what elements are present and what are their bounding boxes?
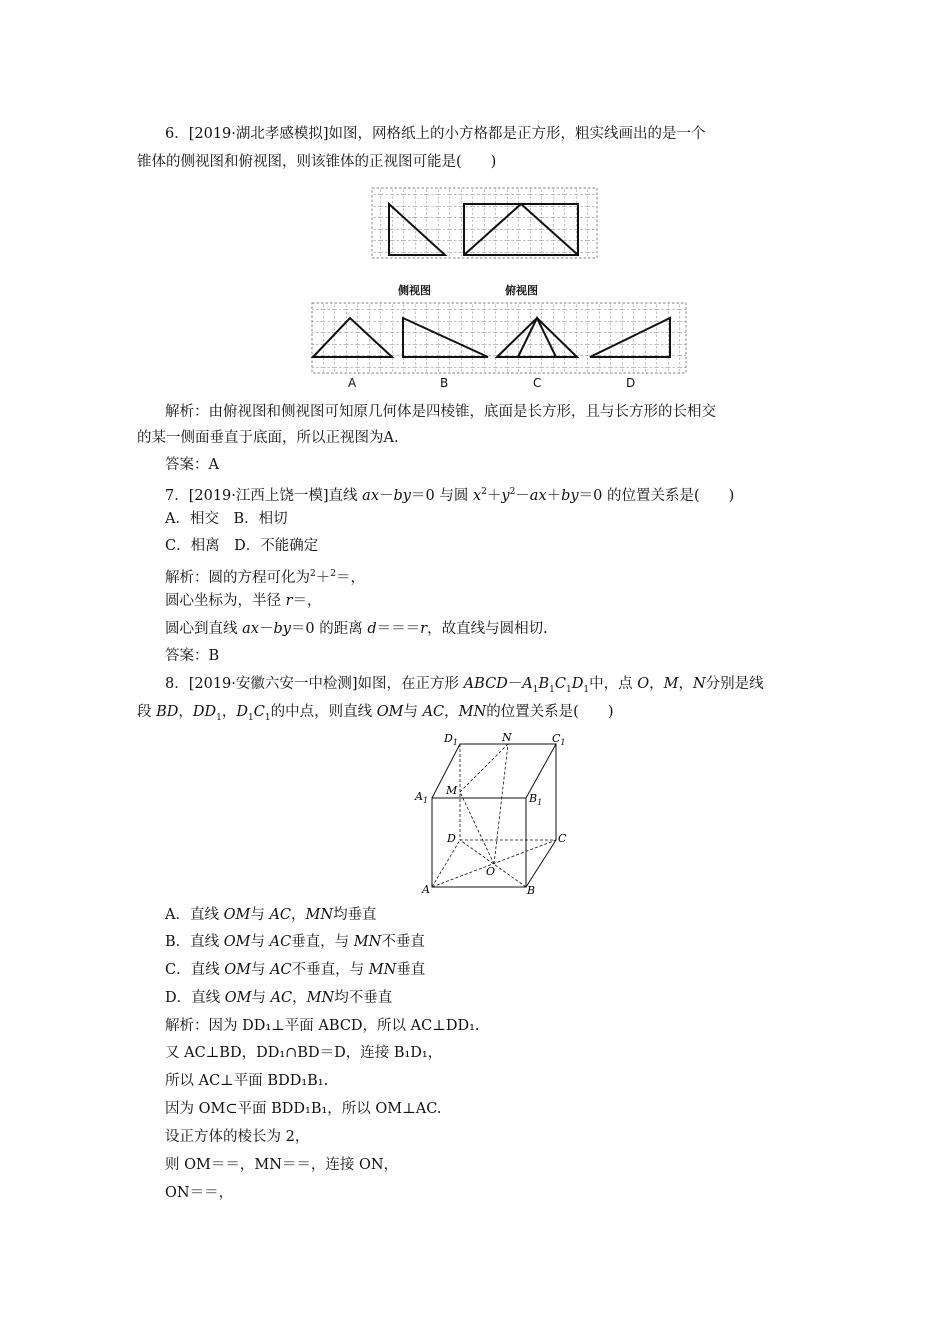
label-b: B [527, 884, 536, 897]
top-view-caption: 俯视图 [505, 284, 538, 297]
q6-analysis-line1: 解析：由俯视图和侧视图可知原几何体是四棱锥，底面是长方形，且与长方形的长相交 [165, 404, 716, 420]
q7-analysis-line3: 圆心到直线 ax－by＝0 的距离 d＝＝＝r，故直线与圆相切. [165, 621, 548, 637]
label-c1: $C_1$ [552, 732, 566, 747]
label-a: A [422, 883, 430, 896]
q8-option-d: D．直线 OM与 AC，MN均不垂直 [165, 990, 393, 1006]
q7-options-ab: A．相交 B．相切 [165, 511, 288, 527]
q8-option-a: A．直线 OM与 AC，MN均垂直 [165, 907, 377, 923]
segment-om [460, 792, 494, 864]
label-o: O [486, 865, 496, 878]
label-d1: $D_1$ [444, 732, 458, 747]
q8-analysis-line2: 又 AC⊥BD，DD₁∩BD＝D，连接 B₁D₁， [165, 1045, 443, 1061]
q7-analysis-line2: 圆心坐标为，半径 r＝， [165, 593, 322, 609]
q8-analysis-line5: 设正方体的棱长为 2， [165, 1129, 310, 1145]
q6-answer: 答案：A [165, 457, 219, 473]
q8-analysis-line7: ON＝＝， [165, 1185, 234, 1201]
q6-stem-line1: 6．[2019·湖北孝感模拟]如图，网格纸上的小方格都是正方形，粗实线画出的是一个 [165, 126, 706, 142]
label-m: M [446, 784, 458, 797]
q8-analysis-line4: 因为 OM⊂平面 BDD₁B₁，所以 OM⊥AC. [165, 1101, 442, 1117]
label-n: N [502, 731, 512, 744]
q8-analysis-line6: 则 OM＝＝，MN＝＝，连接 ON， [165, 1157, 399, 1173]
q6-three-views-figure [300, 183, 700, 393]
q7-stem: 7．[2019·江西上饶一模]直线 ax－by＝0 与圆 $x^2+y^2-ax+by=0$ 的位置关系是( ) [165, 487, 735, 504]
q8-option-b: B．直线 OM与 AC垂直，与 MN不垂直 [165, 934, 425, 950]
label-d: D [447, 832, 456, 845]
q7-analysis-line1: 解析：圆的方程可化为$^2$＋$^2$＝， [165, 569, 365, 586]
q8-stem-line1: 8．[2019·安徽六安一中检测]如图，在正方形 $ABCD-A_1B_1C_1D_1$中，点 O，M，N分别是线 [165, 676, 764, 695]
q8-analysis-line1: 解析：因为 DD₁⊥平面 ABCD，所以 AC⊥DD₁. [165, 1018, 480, 1034]
option-d-caption: D [626, 376, 636, 390]
option-c-caption: C [533, 376, 542, 390]
q8-option-c: C．直线 OM与 AC不垂直，与 MN垂直 [165, 962, 426, 978]
hidden-edge-ad [432, 840, 460, 887]
side-top-grid [372, 188, 597, 258]
q7-options-cd: C．相离 D．不能确定 [165, 538, 319, 554]
label-a1: $A_1$ [415, 790, 429, 805]
diagonal-bd [460, 840, 526, 887]
q7-answer: 答案：B [165, 648, 220, 664]
q8-analysis-line3: 所以 AC⊥平面 BDD₁B₁. [165, 1073, 329, 1089]
option-b-caption: B [440, 376, 449, 390]
q6-stem-line2: 锥体的侧视图和俯视图，则该锥体的正视图可能是( ) [137, 154, 497, 170]
segment-on [494, 744, 508, 864]
q8-cube-figure [410, 730, 580, 900]
label-b1: $B_1$ [529, 792, 543, 807]
side-view-caption: 侧视图 [398, 284, 431, 297]
label-c: C [558, 832, 567, 845]
segment-mn [460, 744, 508, 792]
q6-analysis-line2: 的某一侧面垂直于底面，所以正视图为A. [137, 430, 399, 446]
cube-right-edge [526, 744, 556, 887]
q8-stem-line2: 段 BD，$DD_1$，$D_1C_1$的中点，则直线 OM与 AC，MN的位置关系是( ) [137, 704, 614, 723]
option-a-caption: A [348, 376, 357, 390]
